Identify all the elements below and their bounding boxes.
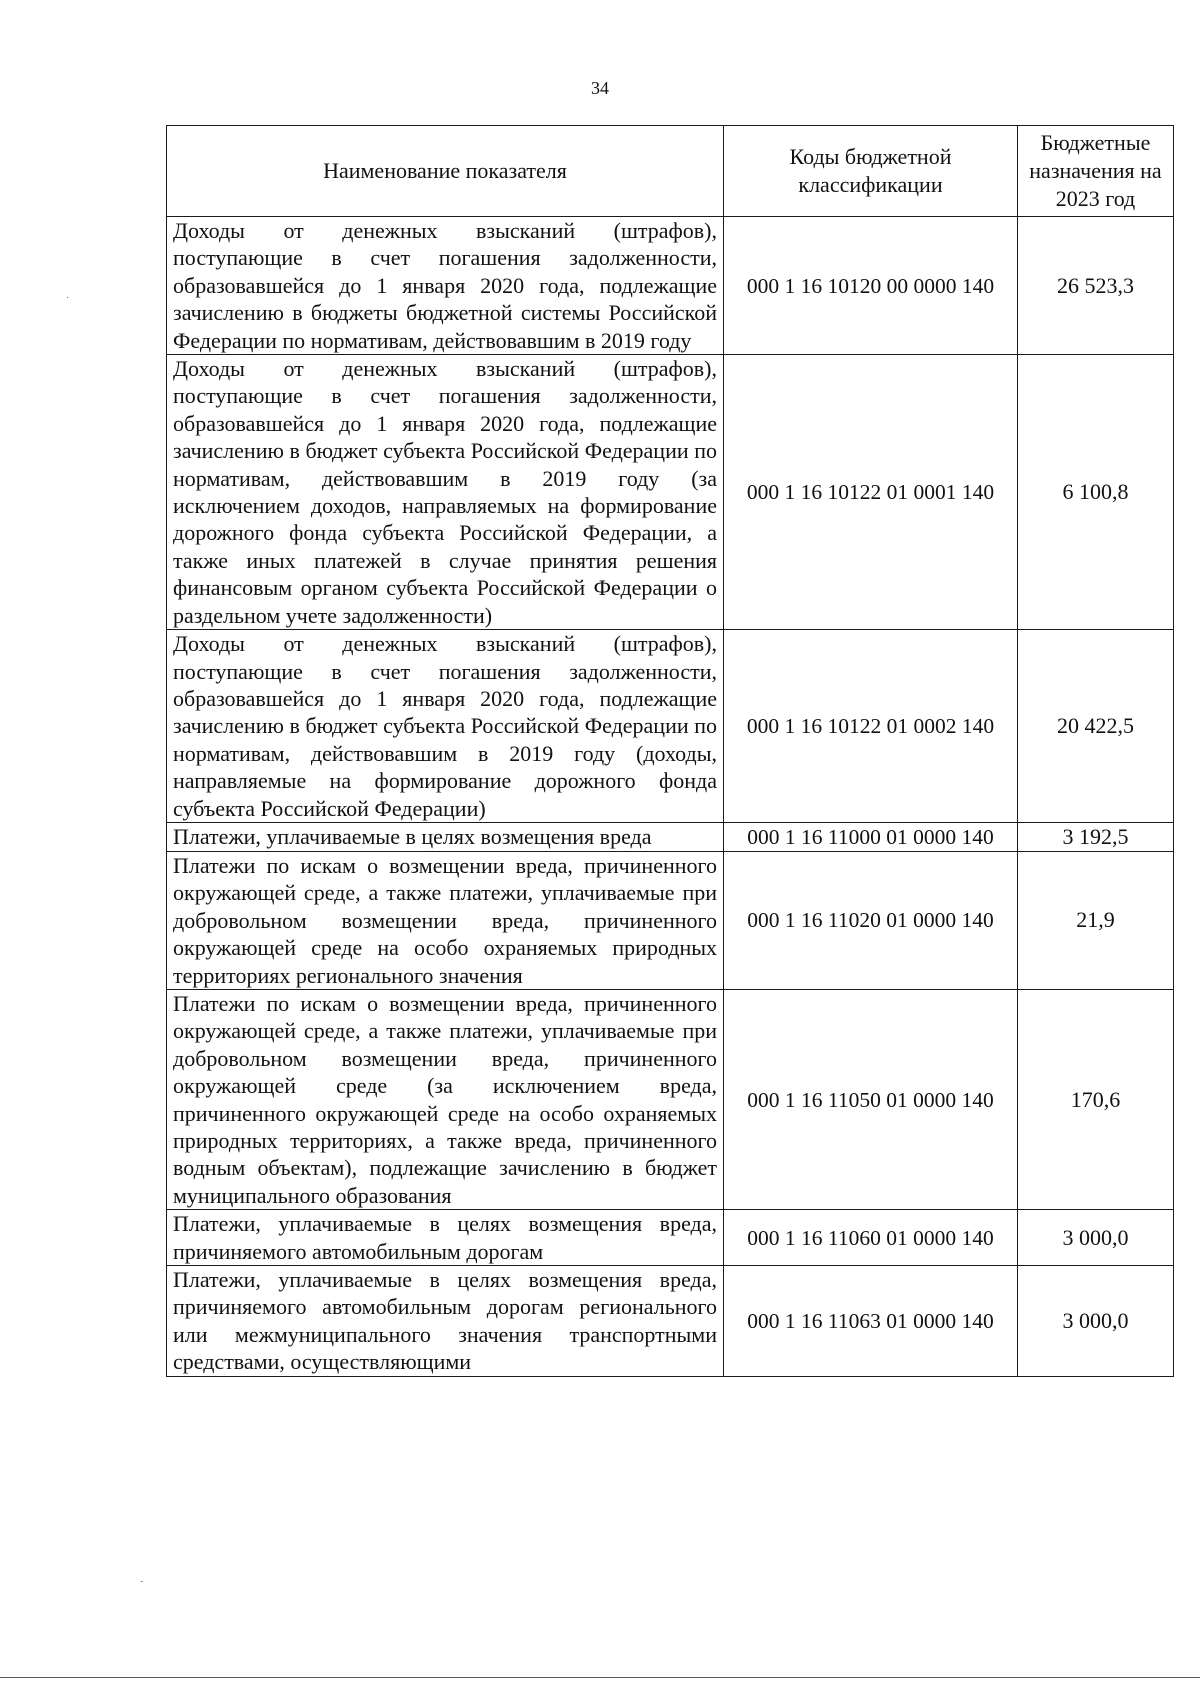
table-header-row	[167, 126, 1174, 217]
row-value: 21,9	[1018, 851, 1174, 989]
row-code: 000 1 16 11000 01 0000 140	[724, 822, 1018, 851]
row-name: Платежи по искам о возмещении вреда, причиненного окружающей среде, а также платежи, уплачиваемые при добровольном возмещении вреда, причиненного окружающей среде (за исключением вреда, причиненного окружающей среде на особо охраняемых природных территориях, а также вреда, причиненного водным объектам), подлежащие зачислению в бюджет муниципального образования	[167, 989, 724, 1209]
page-number: 34	[591, 78, 609, 98]
row-value: 20 422,5	[1018, 630, 1174, 823]
scan-mark: ·	[66, 293, 70, 304]
scan-mark: -	[140, 1576, 144, 1587]
table-row	[167, 1210, 1174, 1266]
row-code: 000 1 16 10122 01 0001 140	[724, 355, 1018, 630]
row-code: 000 1 16 10122 01 0002 140	[724, 630, 1018, 823]
row-code: 000 1 16 10120 00 0000 140	[724, 217, 1018, 355]
row-name: Доходы от денежных взысканий (штрафов), поступающие в счет погашения задолженности, образовавшейся до 1 января 2020 года, подлежащие зачислению в бюджет субъекта Российской Федерации по нормативам, действовавшим в 2019 году (доходы, направляемые на формирование дорожного фонда субъекта Российской Федерации)	[167, 630, 724, 823]
row-value: 170,6	[1018, 989, 1174, 1209]
page-bottom-line	[0, 1677, 1200, 1678]
row-value: 3 000,0	[1018, 1266, 1174, 1377]
table-row	[167, 989, 1174, 1209]
row-name: Платежи, уплачиваемые в целях возмещения вреда	[167, 822, 724, 851]
row-code: 000 1 16 11060 01 0000 140	[724, 1210, 1018, 1266]
row-code: 000 1 16 11063 01 0000 140	[724, 1266, 1018, 1377]
row-name: Платежи, уплачиваемые в целях возмещения вреда, причиняемого автомобильным дорогам регионального или межмуниципального значения транспортными средствами, осуществляющими	[167, 1266, 724, 1377]
row-value: 26 523,3	[1018, 217, 1174, 355]
row-code: 000 1 16 11020 01 0000 140	[724, 851, 1018, 989]
row-name: Платежи, уплачиваемые в целях возмещения вреда, причиняемого автомобильным дорогам	[167, 1210, 724, 1266]
table-row	[167, 630, 1174, 823]
header-code: Коды бюджетной классификации	[724, 126, 1018, 217]
row-value: 3 000,0	[1018, 1210, 1174, 1266]
row-value: 3 192,5	[1018, 822, 1174, 851]
row-code: 000 1 16 11050 01 0000 140	[724, 989, 1018, 1209]
row-value: 6 100,8	[1018, 355, 1174, 630]
table-row	[167, 822, 1174, 851]
table-row	[167, 1266, 1174, 1377]
table-row	[167, 217, 1174, 355]
header-value: Бюджетные назначения на 2023 год	[1018, 126, 1174, 217]
row-name: Доходы от денежных взысканий (штрафов), поступающие в счет погашения задолженности, образовавшейся до 1 января 2020 года, подлежащие зачислению в бюджет субъекта Российской Федерации по нормативам, действовавшим в 2019 году (за исключением доходов, направляемых на формирование дорожного фонда субъекта Российской Федерации, а также иных платежей в случае принятия решения финансовым органом субъекта Российской Федерации о раздельном учете задолженности)	[167, 355, 724, 630]
budget-table	[166, 125, 1174, 1377]
table-row	[167, 355, 1174, 630]
header-name: Наименование показателя	[167, 126, 724, 217]
row-name: Доходы от денежных взысканий (штрафов), поступающие в счет погашения задолженности, образовавшейся до 1 января 2020 года, подлежащие зачислению в бюджеты бюджетной системы Российской Федерации по нормативам, действовавшим в 2019 году	[167, 217, 724, 355]
row-name: Платежи по искам о возмещении вреда, причиненного окружающей среде, а также платежи, уплачиваемые при добровольном возмещении вреда, причиненного окружающей среде на особо охраняемых природных территориях регионального значения	[167, 851, 724, 989]
table-row	[167, 851, 1174, 989]
